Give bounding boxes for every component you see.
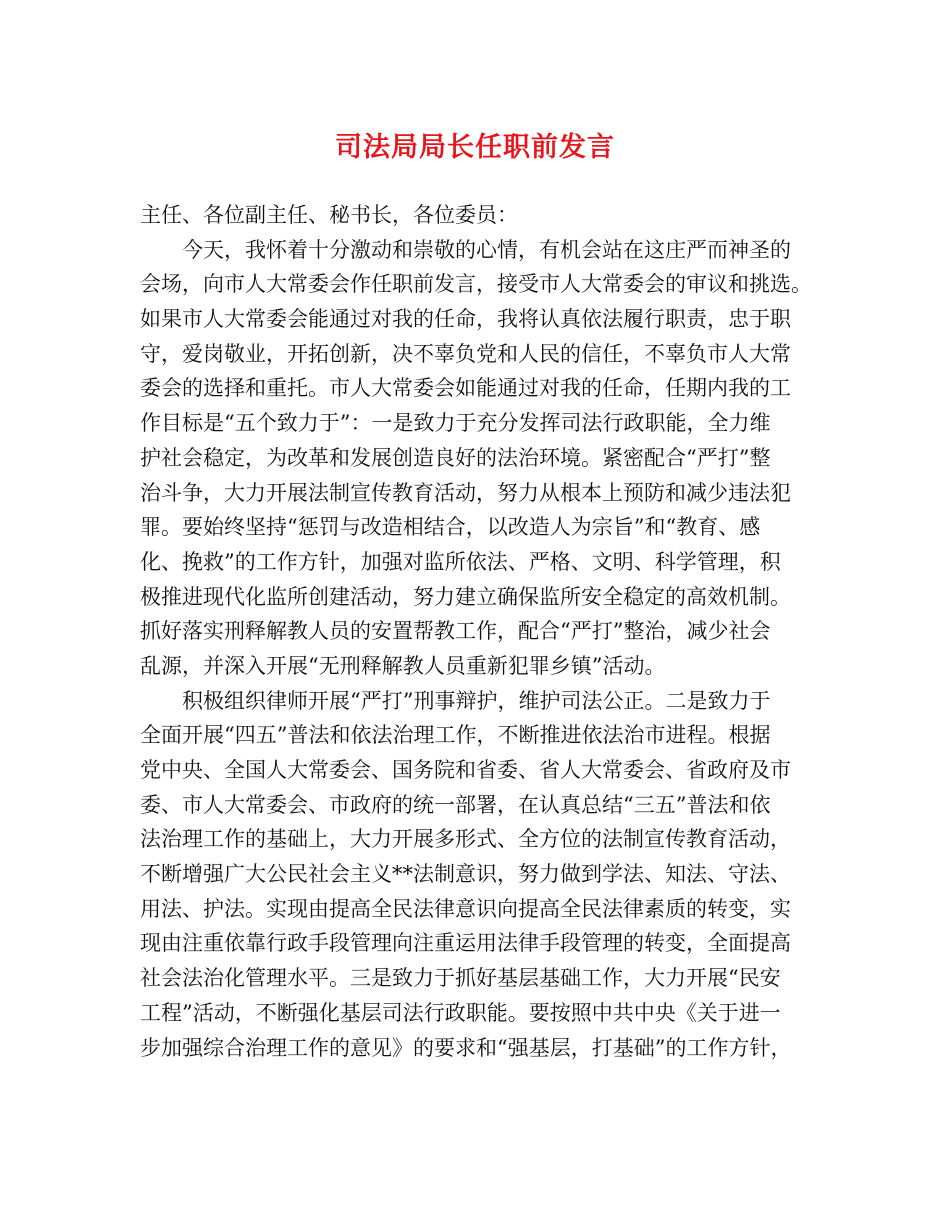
paragraph-2-line: 工程”活动，不断强化基层司法行政职能。要按照中共中央《关于进一 [140, 1000, 781, 1025]
paragraph-2-line: 不断增强广大公民社会主义**法制意识，努力做到学法、知法、守法、 [140, 862, 791, 887]
paragraph-1-line: 化、挽救”的工作方针，加强对监所依法、严格、文明、科学管理，积 [140, 549, 781, 574]
paragraph-1-line: 乱源，并深入开展“无刑释解教人员重新犯罪乡镇”活动。 [140, 653, 666, 678]
paragraph-2-line: 用法、护法。实现由提高全民法律意识向提高全民法律素质的转变，实 [140, 896, 791, 921]
paragraph-1-line: 抓好落实刑释解教人员的安置帮教工作，配合“严打”整治，减少社会 [140, 619, 771, 644]
paragraph-1-line: 委会的选择和重托。市人大常委会如能通过对我的任命，任期内我的工 [140, 376, 791, 401]
paragraph-2-line: 现由注重依靠行政手段管理向注重运用法律手段管理的转变，全面提高 [140, 931, 791, 956]
paragraph-2-line: 全面开展“四五”普法和依法治理工作，不断推进依法治市进程。根据 [140, 723, 771, 748]
paragraph-1-line: 作目标是“五个致力于”：一是致力于充分发挥司法行政职能，全力维 [140, 411, 771, 436]
paragraph-1-line: 如果市人大常委会能通过对我的任命，我将认真依法履行职责，忠于职 [140, 307, 791, 332]
paragraph-1-line: 守，爱岗敬业，开拓创新，决不辜负党和人民的信任，不辜负市人大常 [140, 341, 791, 366]
paragraph-1-line: 会场，向市人大常委会作任职前发言，接受市人大常委会的审议和挑选。 [140, 272, 812, 297]
salutation-line: 主任、各位副主任、秘书长，各位委员： [140, 203, 518, 227]
document-body [140, 198, 830, 1065]
paragraph-2-line: 委、市人大常委会、市政府的统一部署，在认真总结“三五”普法和依 [140, 792, 771, 817]
paragraph-2-line: 社会法治化管理水平。三是致力于抓好基层基础工作，大力开展“民安 [140, 966, 781, 991]
paragraph-2-line: 步加强综合治理工作的意见》的要求和“强基层，打基础”的工作方针， [140, 1035, 792, 1060]
paragraph-2-line: 党中央、全国人大常委会、国务院和省委、省人大常委会、省政府及市 [140, 758, 791, 782]
paragraph-2-line: 法治理工作的基础上，大力开展多形式、全方位的法制宣传教育活动， [140, 827, 791, 852]
paragraph-1-line: 极推进现代化监所创建活动，努力建立确保监所安全稳定的高效机制。 [140, 584, 791, 609]
document-title: 司法局局长任职前发言 [335, 132, 615, 163]
paragraph-1-line: 治斗争，大力开展法制宣传教育活动，努力从根本上预防和减少违法犯 [140, 480, 791, 505]
paragraph-1-line: 今天，我怀着十分激动和崇敬的心情，有机会站在这庄严而神圣的 [182, 237, 791, 262]
paragraph-1-line: 护社会稳定，为改革和发展创造良好的法治环境。紧密配合“严打”整 [140, 445, 771, 470]
paragraph-1-line: 罪。要始终坚持“惩罚与改造相结合，以改造人为宗旨”和“教育、感 [140, 515, 761, 540]
paragraph-2-line: 积极组织律师开展“严打”刑事辩护，维护司法公正。二是致力于 [182, 688, 771, 713]
